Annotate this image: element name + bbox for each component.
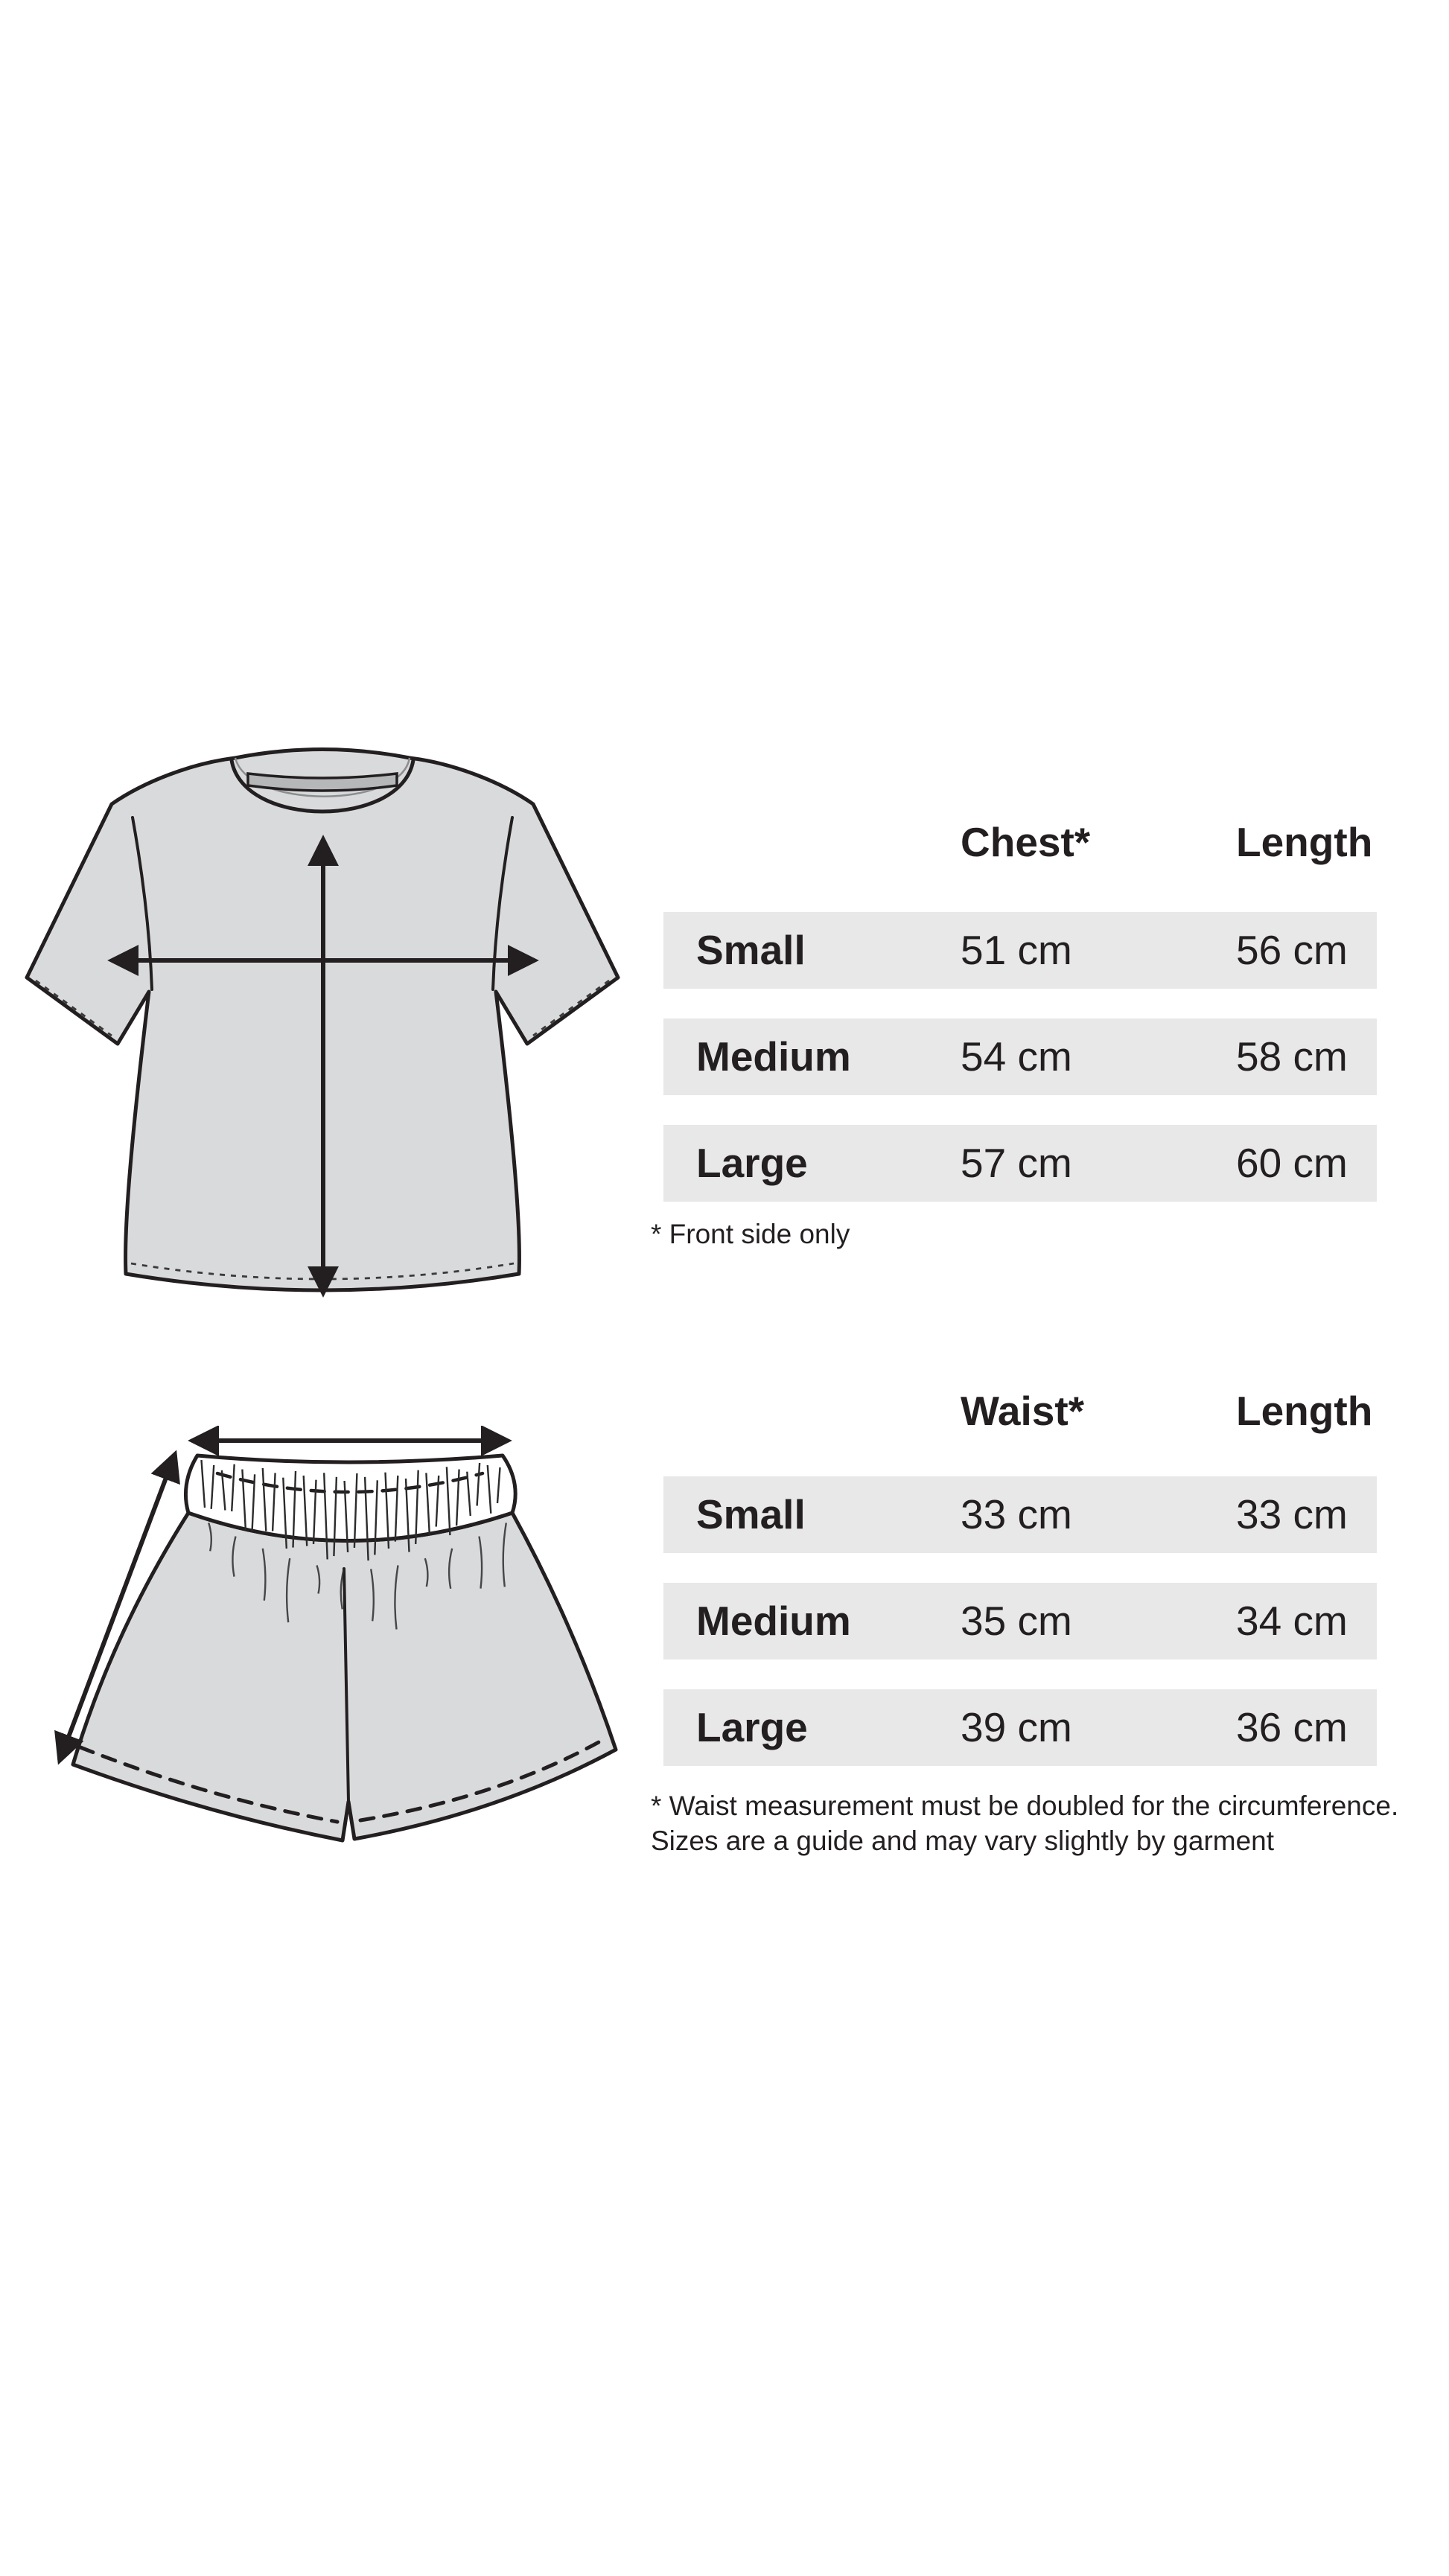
length-value: 36 cm [1236, 1704, 1348, 1750]
waist-value: 39 cm [961, 1704, 1072, 1750]
shorts-waistband [185, 1456, 515, 1541]
length-value: 58 cm [1236, 1033, 1348, 1080]
tshirt-row-medium [663, 1018, 1377, 1095]
length-value: 56 cm [1236, 927, 1348, 973]
chest-value: 51 cm [961, 927, 1072, 973]
size-label: Large [696, 1140, 808, 1186]
size-label: Medium [696, 1598, 851, 1644]
tshirt-col-header-length: Length [1236, 819, 1373, 865]
shorts-col-header-waist: Waist* [961, 1388, 1085, 1434]
chest-value: 57 cm [961, 1140, 1072, 1186]
size-label: Large [696, 1704, 808, 1750]
tshirt-row-small [663, 912, 1377, 989]
shorts-row-medium [663, 1583, 1377, 1660]
shorts-illustration [37, 1426, 625, 1854]
tshirt-illustration [21, 741, 624, 1318]
shorts-row-small [663, 1476, 1377, 1553]
tshirt-row-large [663, 1125, 1377, 1202]
shorts-row-large [663, 1689, 1377, 1766]
waist-value: 33 cm [961, 1491, 1072, 1537]
chest-value: 54 cm [961, 1033, 1072, 1080]
tshirt-col-header-chest: Chest* [961, 819, 1091, 865]
length-value: 34 cm [1236, 1598, 1348, 1644]
waist-value: 35 cm [961, 1598, 1072, 1644]
tshirt-footnote: * Front side only [651, 1219, 850, 1249]
shorts-footnote-line1: * Waist measurement must be doubled for the circumference. [651, 1791, 1399, 1821]
length-value: 33 cm [1236, 1491, 1348, 1537]
shorts-footnote-line2: Sizes are a guide and may vary slightly by garment [651, 1826, 1275, 1856]
size-label: Small [696, 927, 806, 973]
size-label: Medium [696, 1033, 851, 1080]
length-value: 60 cm [1236, 1140, 1348, 1186]
shorts-outline [73, 1513, 616, 1840]
size-label: Small [696, 1491, 806, 1537]
shorts-col-header-length: Length [1236, 1388, 1373, 1434]
